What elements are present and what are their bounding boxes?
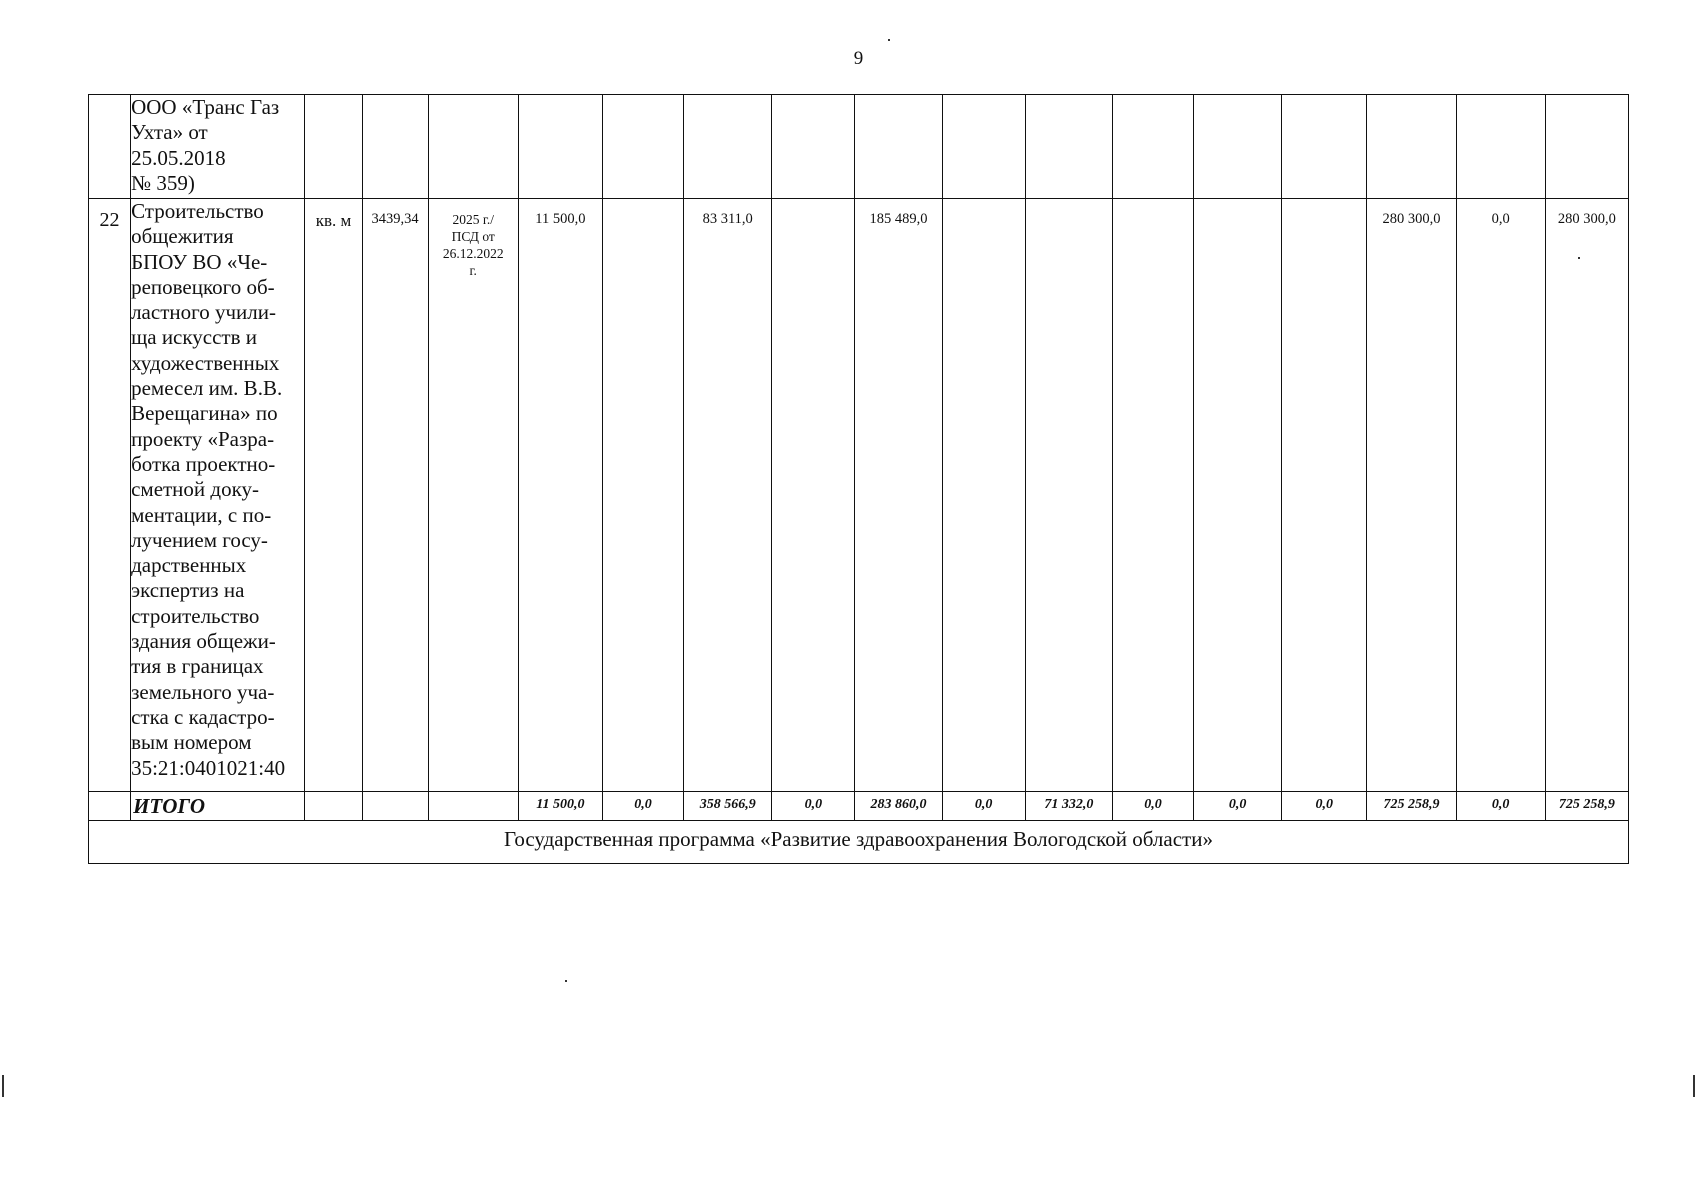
value-cell: 280 300,0 (1367, 199, 1456, 792)
scan-speck (565, 980, 567, 982)
page-number: 9 (853, 48, 864, 69)
total-value: 725 258,9 (1367, 792, 1456, 821)
total-value: 725 258,9 (1545, 792, 1628, 821)
value-cell: 280 300,0 (1545, 199, 1628, 792)
table-row-22 (89, 199, 1629, 792)
value-cell (1025, 199, 1112, 792)
value-cell: 185 489,0 (855, 199, 942, 792)
total-row (89, 792, 1629, 821)
term-cell: 2025 г./ ПСД от 26.12.2022 г. (428, 199, 518, 792)
program-row (89, 821, 1629, 864)
value-cell: 0,0 (1456, 199, 1545, 792)
value-cell (942, 199, 1025, 792)
total-value: 0,0 (602, 792, 683, 821)
total-value: 11 500,0 (518, 792, 602, 821)
total-value: 0,0 (1456, 792, 1545, 821)
scan-speck (1693, 1075, 1695, 1097)
total-value: 0,0 (942, 792, 1025, 821)
value-cell (1112, 199, 1193, 792)
value-cell: 11 500,0 (518, 199, 602, 792)
program-title: Государственная программа «Развитие здравоохранения Вологодской области» (89, 821, 1629, 864)
value-cell (1194, 199, 1282, 792)
total-value: 0,0 (772, 792, 855, 821)
value-cell (1282, 199, 1367, 792)
total-value: 0,0 (1282, 792, 1367, 821)
budget-table (88, 94, 1629, 864)
object-name: ООО «Транс Газ Ухта» от 25.05.2018 № 359) (131, 95, 305, 199)
total-value: 0,0 (1194, 792, 1282, 821)
value-cell (772, 199, 855, 792)
total-value: 71 332,0 (1025, 792, 1112, 821)
total-value: 283 860,0 (855, 792, 942, 821)
object-name: Строительство общежития БПОУ ВО «Че- реповецкого об- ластного учили- ща искусств и художественных ремесел им. В.В. Верещагина» по проекту «Разра- ботка проектно- сметной доку- ментации, с по- лучением госу- дарственных экспертиз на строительство здания общежи- тия в границах земельного уча- стка с кадастро- вым номером 35:21:0401021:40 (131, 199, 305, 792)
continued-row (89, 95, 1629, 199)
scan-speck (888, 39, 890, 41)
total-value: 0,0 (1112, 792, 1193, 821)
cell-number (89, 95, 131, 199)
scan-speck (1578, 257, 1580, 259)
row-number: 22 (89, 199, 131, 792)
scan-speck (2, 1075, 4, 1097)
total-label: ИТОГО (131, 792, 305, 821)
capacity-cell: 3439,34 (362, 199, 428, 792)
total-value: 358 566,9 (684, 792, 772, 821)
value-cell: 83 311,0 (684, 199, 772, 792)
unit-cell: кв. м (305, 199, 362, 792)
value-cell (602, 199, 683, 792)
